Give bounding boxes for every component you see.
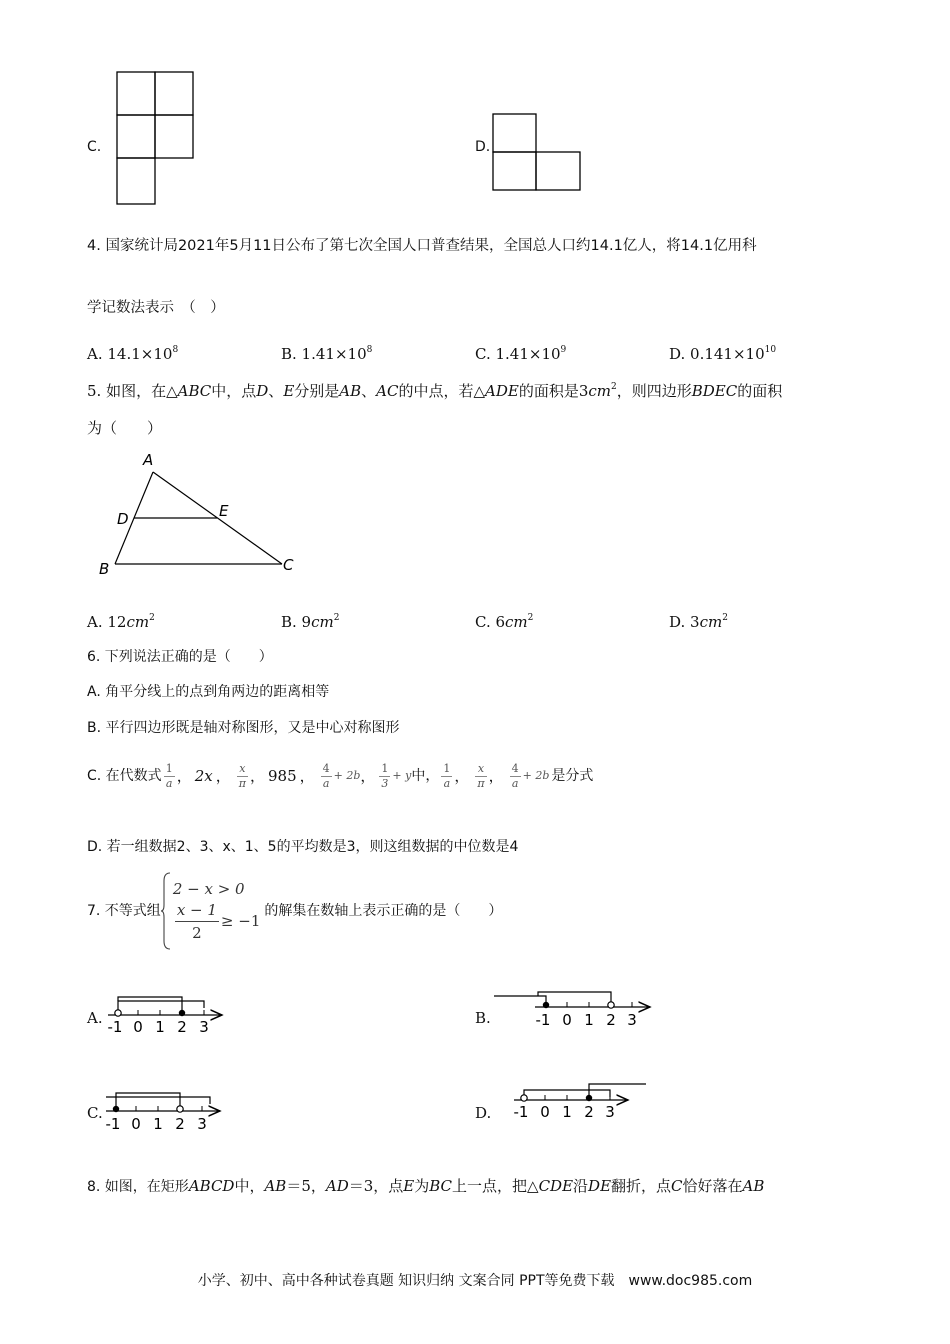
tick-c-2: 2 xyxy=(175,1115,185,1133)
tick-b-0: 0 xyxy=(562,1011,572,1029)
tick-b-3: 3 xyxy=(627,1011,637,1029)
q5-option-b: B. $9cm^2$ xyxy=(281,613,340,631)
label-c: C xyxy=(283,556,294,574)
q6-option-d: D. 若一组数据2、3、x、1、5的平均数是3，则这组数据的中位数是4 xyxy=(87,839,519,855)
q5-option-a: A. $12cm^2$ xyxy=(87,613,155,631)
q6-option-b: B. 平行四边形既是轴对称图形，又是中心对称图形 xyxy=(87,720,400,736)
q5-stem-line2: 为（ ） xyxy=(87,419,163,437)
tick-c-0: 0 xyxy=(131,1115,141,1133)
tick-a-2: 2 xyxy=(177,1018,187,1036)
tick-b-2: 2 xyxy=(606,1011,616,1029)
q4-stem-line1: 4. 国家统计局2021年5月11日公布了第七次全国人口普查结果，全国总人口约14.1亿人，将14.1亿用科 xyxy=(87,238,757,254)
q6-option-a: A. 角平分线上的点到角两边的距离相等 xyxy=(87,684,330,700)
number-line-d xyxy=(514,1084,646,1121)
tick-c-3: 3 xyxy=(197,1115,207,1133)
tick-d-3: 3 xyxy=(605,1103,615,1121)
q4-option-c: C. $1.41\times 10^9$ xyxy=(475,345,567,363)
tick-d-neg1: -1 xyxy=(513,1103,529,1121)
q7-option-c-label: C. xyxy=(87,1104,103,1122)
tick-c-neg1: -1 xyxy=(105,1115,121,1133)
number-line-a xyxy=(108,997,222,1036)
label-a: A xyxy=(143,451,154,469)
tick-a-3: 3 xyxy=(199,1018,209,1036)
q7-option-b-label: B. xyxy=(475,1009,491,1027)
q4-stem-line2: 学记数法表示 （ ） xyxy=(87,300,225,316)
number-line-b xyxy=(494,992,650,1029)
tick-a-neg1: -1 xyxy=(107,1018,123,1036)
option-d-label: D. xyxy=(475,139,491,155)
tick-a-1: 1 xyxy=(155,1018,165,1036)
tick-d-0: 0 xyxy=(540,1103,550,1121)
q5-option-c: C. $6cm^2$ xyxy=(475,613,534,631)
number-line-c xyxy=(106,1093,220,1133)
q7-option-d-label: D. xyxy=(475,1104,492,1122)
q4-option-d: D. $0.141\times 10^{10}$ xyxy=(669,345,777,363)
q8-stem: 8. 如图，在矩形ABCD中，AB＝5，AD＝3，点E为BC上一点，把△CDE沿DE翻折，点C恰好落在AB xyxy=(87,1177,765,1195)
tick-d-2: 2 xyxy=(584,1103,594,1121)
q7-option-a-label: A. xyxy=(87,1009,103,1027)
q6-stem: 6. 下列说法正确的是（ ） xyxy=(87,649,273,665)
q5-option-d: D. $3cm^2$ xyxy=(669,613,728,631)
tick-b-neg1: -1 xyxy=(535,1011,551,1029)
q6-option-c: C. 在代数式 $\frac{1}{a}$ ， 2x ， $\frac{x}{\pi}$ ， 985 ， $\frac{4}{a}$ + 2b ， $\frac{1}{3}$ + y 中， $\frac{1}{a}$ ， $\frac{x}{\pi}$ ， $\frac{4}{a}$ + 2b 是分式 xyxy=(87,761,594,790)
q4-option-b: B. $1.41\times 10^8$ xyxy=(281,345,373,363)
q7-stem: 7. 不等式组 2 − x > 0 $\frac{x - 1}{2}$ ≥ −1 的解集在数轴上表示正确的是（ ） xyxy=(87,870,502,952)
q4-option-a: A. $14.1\times 10^8$ xyxy=(87,345,179,363)
tick-c-1: 1 xyxy=(153,1115,163,1133)
tick-b-1: 1 xyxy=(584,1011,594,1029)
tick-d-1: 1 xyxy=(562,1103,572,1121)
label-b: B xyxy=(99,560,110,578)
q5-stem-line1: 5. 如图，在△ABC中，点D、E分别是AB、AC的中点，若△ADE的面积是$3cm^2$，则四边形BDEC的面积 xyxy=(87,382,783,400)
label-d: D xyxy=(117,510,129,528)
label-e: E xyxy=(219,502,229,520)
page-footer: 小学、初中、高中各种试卷真题 知识归纳 文案合同 PPT等免费下载 www.doc985.com xyxy=(197,1273,753,1289)
option-c-label: C. xyxy=(87,139,102,155)
tick-a-0: 0 xyxy=(133,1018,143,1036)
